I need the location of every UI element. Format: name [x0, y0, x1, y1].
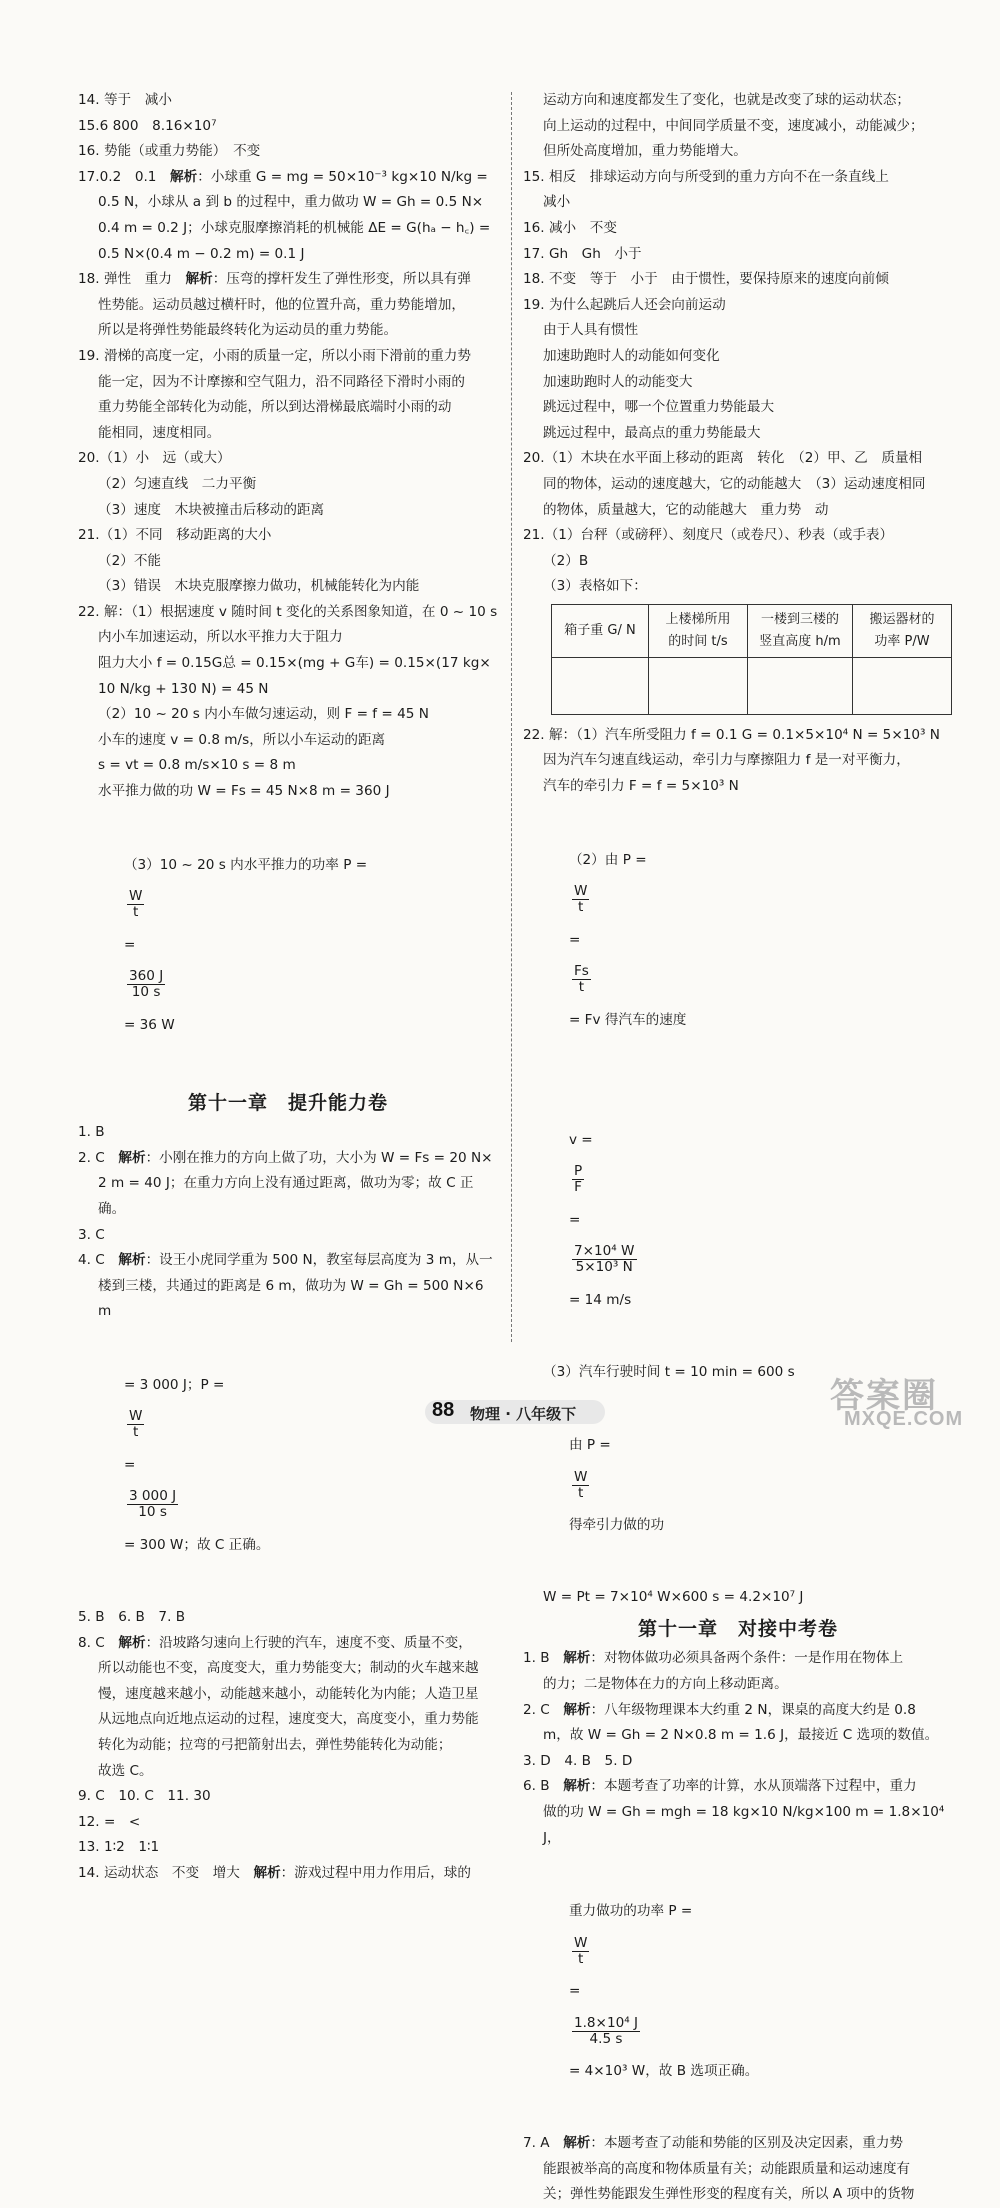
answer-text: 2. C [78, 1149, 119, 1166]
answer-18b: 18. 不变 等于 小于 由于惯性，要保持原来的速度向前倾 [523, 271, 889, 288]
equation-text: 重力做功的功率 P = [568, 1903, 693, 1920]
answer-line: 的物体，质量越大，它的动能越大 重力势 动 [543, 501, 829, 518]
answer-text: 8. C [78, 1634, 119, 1651]
fraction-denominator: F [574, 1179, 582, 1196]
answer-6b [523, 1774, 953, 1800]
fraction-numerator: W [573, 1468, 588, 1485]
answer-line: 能一定，因为不计摩擦和空气阻力，沿不同路径下滑时小雨的 [98, 373, 466, 390]
answer-line: （2）B [543, 552, 589, 569]
fraction [127, 1489, 178, 1520]
table-header-cell: 上楼梯所用 的时间 t/s [649, 604, 748, 657]
answer-line: s = vt = 0.8 m/s×10 s = 8 m [98, 757, 296, 774]
answer-9-11: 9. C 10. C 11. 30 [78, 1788, 211, 1805]
equation-text: = [123, 936, 136, 953]
subject-label: 物理 · 八年级下 [470, 1405, 577, 1423]
answer-line: 因为汽车匀速直线运动，牵引力与摩擦阻力 f 是一对平衡力， [543, 752, 910, 769]
watermark-logo [820, 1368, 980, 1434]
fraction-denominator: t [132, 1424, 139, 1441]
answer-17 [78, 165, 498, 191]
data-table [551, 604, 952, 715]
answer-15b: 15. 相反 排球运动方向与所受到的重力方向不在一条直线上 [523, 168, 889, 185]
fraction-denominator: t [132, 904, 139, 921]
answer-text: ：沿坡路匀速向上行驶的汽车，速度不变、质量不变， [145, 1634, 472, 1651]
fraction-denominator: t [577, 1484, 584, 1501]
answer-text: ：八年级物理课本大约重 2 N，课桌的高度大约是 0.8 [590, 1701, 916, 1718]
section-title-exam: 第十一章 对接中考卷 [637, 1617, 838, 1640]
fraction-numerator: 360 J [128, 968, 164, 985]
answer-text: 7. A [523, 2135, 564, 2152]
answer-21: 21.（1）不同 移动距离的大小 [78, 527, 272, 544]
answer-line: （3）错误 木块克服摩擦力做功，机械能转化为内能 [98, 578, 420, 595]
fraction [127, 889, 144, 920]
fraction-numerator: 3 000 J [128, 1488, 177, 1505]
equation-text: = [568, 931, 581, 948]
answer-line: 水平推力做的功 W = Fs = 45 N×8 m = 360 J [98, 783, 390, 800]
fraction [572, 884, 589, 915]
page-number: 88 [432, 1399, 455, 1421]
analysis-label: 解析 [118, 1634, 146, 1651]
power-equation [523, 1851, 953, 2131]
answer-3-5b: 3. D 4. B 5. D [523, 1752, 633, 1769]
answer-line: 重力势能全部转化为动能，所以到达滑梯最底端时小雨的动 [98, 399, 452, 416]
equation-text: = [123, 1456, 136, 1473]
equation-text: 得牵引力做的功 [568, 1517, 665, 1534]
answer-text: 14. 运动状态 不变 增大 [78, 1864, 254, 1881]
fraction-denominator: t [577, 899, 584, 916]
equation-text: 由 P = [568, 1437, 611, 1454]
fraction [572, 964, 591, 995]
fraction-denominator: 4.5 s [589, 2030, 623, 2047]
answer-16: 16. 势能（或重力势能） 不变 [78, 143, 261, 160]
fraction-denominator: 5×10³ N [575, 1259, 633, 1276]
answer-text: 1. B [523, 1650, 564, 1667]
answer-line: 故选 C。 [98, 1762, 153, 1779]
answer-text: 4. C [78, 1252, 119, 1269]
answer-line: 性势能。运动员越过横杆时，他的位置升高，重力势能增加， [98, 296, 466, 313]
equation-text: = Fv 得汽车的速度 [568, 1011, 687, 1028]
answer-20: 20.（1）小 远（或大） [78, 450, 231, 467]
answer-line: 但所处高度增加，重力势能增大。 [543, 143, 747, 160]
watermark-url: MXQE.COM [844, 1408, 964, 1430]
answer-line: 跳远过程中，最高点的重力势能最大 [543, 424, 761, 441]
analysis-label: 解析 [118, 1149, 146, 1166]
analysis-label: 解析 [563, 1778, 591, 1795]
analysis-label: 解析 [118, 1252, 146, 1269]
answer-3: 3. C [78, 1226, 105, 1243]
answer-22b: 22. 解：（1）汽车所受阻力 f = 0.1 G = 0.1×5×10⁴ N = 5×10³ N [523, 726, 940, 743]
answer-5-7: 5. B 6. B 7. B [78, 1608, 186, 1625]
answer-line: 所以是将弹性势能最终转化为运动员的重力势能。 [98, 322, 398, 339]
fraction-numerator: W [573, 883, 588, 900]
fraction [572, 1164, 584, 1195]
table-header-cell: 箱子重 G/ N [552, 604, 649, 657]
column-divider [511, 92, 512, 1342]
analysis-label: 解析 [563, 2135, 591, 2152]
answer-line: 所以动能也不变，高度变大，重力势能变大；制动的火车越来越 [98, 1660, 479, 1677]
answer-line: 0.5 N，小球从 a 到 b 的过程中，重力做功 W = Gh = 0.5 N× [98, 194, 484, 211]
answer-line: 跳远过程中，哪一个位置重力势能最大 [543, 399, 775, 416]
answer-13: 13. 1∶2 1∶1 [78, 1839, 160, 1856]
table-header-row [552, 604, 952, 657]
answer-4 [78, 1248, 498, 1274]
analysis-label: 解析 [253, 1864, 281, 1881]
table-cell [649, 657, 748, 714]
answer-2b [523, 1698, 953, 1724]
answer-line: 运动方向和速度都发生了变化，也就是改变了球的运动状态； [543, 92, 911, 108]
fraction-denominator: t [577, 1950, 584, 1967]
answer-line: 内小车加速运动，所以水平推力大于阻力 [98, 629, 343, 646]
answer-19b: 19. 为什么起跳后人还会向前运动 [523, 296, 726, 313]
answer-line: 10 N/kg + 130 N) = 45 N [98, 680, 269, 697]
answer-text: ：对物体做功必须具备两个条件：一是作用在物体上 [590, 1650, 904, 1667]
answer-8 [78, 1631, 498, 1657]
power-equation [78, 805, 498, 1085]
fraction-numerator: 7×10⁴ W [573, 1243, 635, 1260]
equation-text: = [568, 1211, 581, 1228]
answer-line: 减小 [543, 194, 571, 211]
answer-1b [523, 1646, 953, 1672]
answer-line: 2 m = 40 J；在重力方向上没有通过距离，做功为零；故 C 正确。 [98, 1175, 474, 1217]
answer-line: 同的物体，运动的速度越大，它的动能越大 （3）运动速度相同 [543, 475, 926, 492]
fraction-numerator: 1.8×10⁴ J [573, 2014, 639, 2031]
analysis-label: 解析 [563, 1701, 591, 1718]
answer-line: 0.4 m = 0.2 J；小球克服摩擦消耗的机械能 ΔE = G(hₐ − h꜀) = [98, 219, 491, 236]
answer-text: ：本题考查了动能和势能的区别及决定因素，重力势 [590, 2135, 904, 2152]
equation-text: v = [568, 1131, 593, 1148]
answer-text: 18. 弹性 重力 [78, 271, 186, 288]
fraction-numerator: P [573, 1163, 583, 1180]
answer-21b: 21.（1）台秤（或磅秤）、刻度尺（或卷尺）、秒表（或手表） [523, 527, 894, 544]
answer-line: 汽车的牵引力 F = f = 5×10³ N [543, 778, 739, 795]
answer-line: 向上运动的过程中，中间同学质量不变，速度减小，动能减少； [543, 117, 924, 134]
answer-19: 19. 滑梯的高度一定，小雨的质量一定，所以小雨下滑前的重力势 [78, 347, 471, 364]
equation-text: = 4×10³ W，故 B 选项正确。 [568, 2063, 759, 2080]
fraction [572, 1936, 589, 1967]
answer-text: ：小球重 G = mg = 50×10⁻³ kg×10 N/kg = [197, 168, 488, 185]
answer-line: W = Pt = 7×10⁴ W×600 s = 4.2×10⁷ J [543, 1589, 804, 1606]
fraction-numerator: W [128, 1408, 143, 1425]
answer-line: 小车的速度 v = 0.8 m/s，所以小车运动的距离 [98, 731, 386, 748]
answer-line: （3）速度 木块被撞击后移动的距离 [98, 501, 325, 518]
answer-line: 能相同，速度相同。 [98, 424, 221, 441]
table-header-cell: 搬运器材的 功率 P/W [853, 604, 952, 657]
table-cell [552, 657, 649, 714]
equation-text: = 36 W [123, 1016, 175, 1033]
equation-text: = 300 W；故 C 正确。 [123, 1536, 270, 1553]
answer-line: 关；弹性势能跟发生弹性形变的程度有关，所以 A 项中的货物 [543, 2186, 915, 2203]
table-cell [853, 657, 952, 714]
answer-7b [523, 2131, 953, 2157]
answer-line: 加速助跑时人的动能变大 [543, 373, 693, 390]
fraction [127, 969, 165, 1000]
fraction-denominator: t [578, 979, 585, 996]
answer-line: 能跟被举高的高度和物体质量有关；动能跟质量和运动速度有 [543, 2160, 911, 2177]
fraction-numerator: W [128, 888, 143, 905]
answer-16b: 16. 减小 不变 [523, 219, 617, 236]
answer-line: （2）不能 [98, 552, 162, 569]
equation-text: （3）10 ~ 20 s 内水平推力的功率 P = [123, 856, 368, 873]
answer-line: 楼到三楼，共通过的距离是 6 m，做功为 W = Gh = 500 N×6 m [98, 1277, 488, 1320]
table-row [552, 657, 952, 714]
answer-text: ：小刚在推力的方向上做了功，大小为 W = Fs = 20 N× [145, 1149, 493, 1166]
power-equation [78, 1325, 498, 1605]
analysis-label: 解析 [170, 168, 198, 185]
analysis-label: 解析 [185, 271, 213, 288]
answer-line: 的力；二是物体在力的方向上移动距离。 [543, 1676, 788, 1693]
answer-text: 17.0.2 0.1 [78, 168, 171, 185]
answer-2 [78, 1146, 498, 1172]
equation-text: = [568, 1983, 581, 2000]
answer-line: 从远地点向近地点运动的过程，速度变大，高度变小，重力势能 [98, 1711, 479, 1728]
fraction-denominator: 10 s [138, 1504, 167, 1521]
answer-1: 1. B [78, 1124, 105, 1141]
answer-line: 阻力大小 f = 0.15G总 = 0.15×(mg + G车) = 0.15×(17 kg× [98, 655, 491, 672]
equation-text: = 14 m/s [568, 1291, 632, 1308]
answer-20b: 20.（1）木块在水平面上移动的距离 转化 （2）甲、乙 质量相 [523, 450, 923, 467]
answer-14: 14. 等于 减小 [78, 92, 172, 108]
fraction [572, 2016, 640, 2047]
answer-line: （3）汽车行驶时间 t = 10 min = 600 s [543, 1363, 795, 1380]
answer-text: 2. C [523, 1701, 564, 1718]
answer-line: （2）匀速直线 二力平衡 [98, 475, 257, 492]
velocity-derivation [523, 800, 953, 1080]
answer-line: 0.5 N×(0.4 m − 0.2 m) = 0.1 J [98, 245, 305, 262]
fraction [572, 1244, 637, 1275]
fraction-denominator: 10 s [131, 984, 161, 1001]
answer-line: （2）10 ~ 20 s 内小车做匀速运动，则 F = f = 45 N [98, 706, 429, 723]
table-cell [748, 657, 853, 714]
equation-text: = 3 000 J；P = [123, 1376, 225, 1393]
right-column [523, 88, 953, 2208]
answer-line: 慢，速度越来越小，动能越来越小，动能转化为内能；人造卫星 [98, 1685, 479, 1702]
analysis-label: 解析 [563, 1650, 591, 1667]
answer-text: ：设王小虎同学重为 500 N，教室每层高度为 3 m，从一 [145, 1252, 493, 1269]
answer-text: 6. B [523, 1778, 564, 1795]
velocity-equation [523, 1080, 953, 1360]
answer-text: ：游戏过程中用力作用后，球的 [280, 1864, 471, 1881]
answer-line: 加速助跑时人的动能如何变化 [543, 347, 720, 364]
fraction [572, 1470, 589, 1501]
answer-text: ：本题考查了功率的计算，水从顶端落下过程中，重力 [590, 1778, 917, 1795]
watermark-text: 答案圈 [830, 1377, 938, 1415]
answer-text: ：压弯的撑杆发生了弹性形变，所以具有弹 [212, 271, 471, 288]
answer-line: 由于人具有惯性 [543, 322, 639, 339]
answer-line: （3）表格如下： [543, 578, 647, 595]
answer-line: 做的功 W = Gh = mgh = 18 kg×10 N/kg×100 m = 1.8×10⁴ J， [543, 1804, 949, 1846]
answer-line: 转化为动能；拉弯的弓把箭射出去，弹性势能转化为动能； [98, 1736, 452, 1753]
answer-18 [78, 267, 498, 293]
answer-22: 22. 解：（1）根据速度 v 随时间 t 变化的关系图象知道，在 0 ~ 10 s [78, 603, 498, 620]
answer-15: 15.6 800 8.16×10⁷ [78, 117, 217, 134]
answer-14b [78, 1861, 498, 1887]
answer-12: 12. = < [78, 1813, 141, 1830]
section-title-ability: 第十一章 提升能力卷 [187, 1091, 388, 1114]
left-column [78, 88, 498, 1887]
answer-17b: 17. Gh Gh 小于 [523, 245, 642, 262]
answer-line: m，故 W = Gh = 2 N×0.8 m = 1.6 J，最接近 C 选项的数值。 [543, 1727, 939, 1744]
fraction-numerator: W [573, 1934, 588, 1951]
fraction-numerator: Fs [573, 963, 589, 980]
table-header-cell: 一楼到三楼的 竖直高度 h/m [748, 604, 853, 657]
equation-text: （2）由 P = [568, 851, 647, 868]
